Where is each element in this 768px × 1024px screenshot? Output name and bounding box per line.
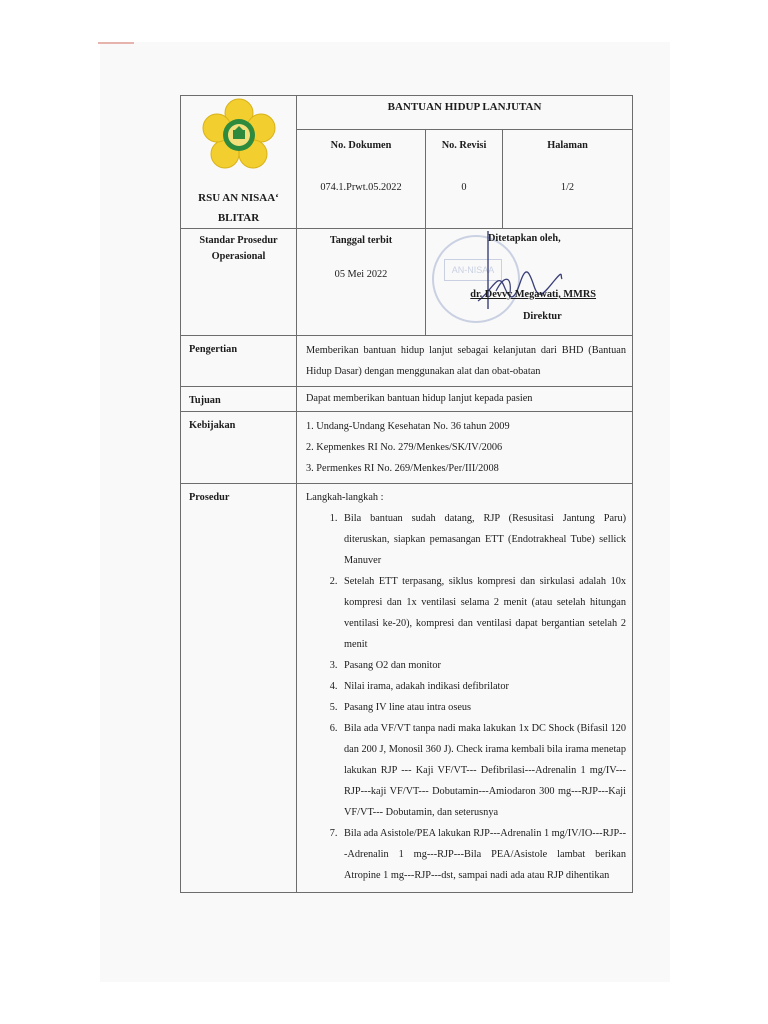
tujuan-label: Tujuan (181, 386, 297, 411)
page-label: Halaman (547, 140, 588, 152)
sop-label-line1: Standar Prosedur (199, 234, 278, 246)
stamp-text: AN-NISAA (444, 259, 502, 281)
issued-date-value: 05 Mei 2022 (334, 268, 388, 280)
director-name: dr. Devvy Megawati, MMRS (470, 288, 597, 300)
revision-value: 0 (461, 182, 467, 194)
prosedur-step: 3. Pasang O2 dan monitor (340, 655, 626, 676)
prosedur-steps (306, 508, 626, 886)
sop-document-table (180, 95, 633, 893)
approved-by-label: Ditetapkan oleh, (488, 232, 561, 244)
kebijakan-item: 3. Permenkes RI No. 269/Menkes/Per/III/2008 (306, 462, 499, 474)
prosedur-step: 4. Nilai irama, adakah indikasi defibrilator (340, 676, 626, 697)
page-cell (503, 130, 633, 229)
institution-cell (181, 96, 297, 229)
tujuan-text: Dapat memberikan bantuan hidup lanjut kepada pasien (297, 386, 633, 411)
prosedur-step: 2. Setelah ETT terpasang, siklus kompresi dan sirkulasi adalah 10x kompresi dan 1x ventilasi selama 2 menit (atau setelah hitungan ventilasi ke-20), kompresi dan ventilasi dapat bergantian setelah 2 menit (340, 571, 626, 655)
hospital-logo-icon (199, 96, 279, 176)
sop-label-line2: Operasional (211, 250, 266, 262)
pengertian-label: Pengertian (181, 335, 297, 386)
doc-number-cell (297, 130, 426, 229)
kebijakan-label: Kebijakan (181, 411, 297, 483)
revision-label: No. Revisi (441, 140, 487, 152)
kebijakan-item: 1. Undang-Undang Kesehatan No. 36 tahun 2009 (306, 420, 510, 432)
page-value: 1/2 (560, 182, 575, 194)
doc-number-value: 074.1.Prwt.05.2022 (320, 182, 402, 194)
prosedur-step: 6. Bila ada VF/VT tanpa nadi maka lakukan 1x DC Shock (Bifasil 120 dan 200 J, Monosil 360 J). Check irama kembali bila irama menetap lakukan RJP --- Kaji VF/VT--- Defibrilasi---Adrenalin 1 mg/IV---RJP---kaji VF/VT--- Dobutamin---Amiodaron 300 mg---RJP---Kaji VF/VT--- Dobutamin, dan seterusnya (340, 718, 626, 823)
approval-cell (426, 228, 633, 335)
sop-label-cell (181, 228, 297, 335)
kebijakan-item: 2. Kepmenkes RI No. 279/Menkes/SK/IV/2006 (306, 441, 503, 453)
kebijakan-list (297, 411, 633, 483)
prosedur-step: 1. Bila bantuan sudah datang, RJP (Resusitasi Jantung Paru) diteruskan, siapkan pemasangan ETT (Endotrakheal Tube) sellick Manuver (340, 508, 626, 571)
issued-date-cell (297, 228, 426, 335)
scan-edge-mark (98, 42, 134, 44)
issued-date-label: Tanggal terbit (329, 234, 393, 246)
revision-cell (426, 130, 503, 229)
director-title: Direktur (523, 310, 562, 322)
doc-number-label: No. Dokumen (330, 140, 392, 152)
document-title: BANTUAN HIDUP LANJUTAN (297, 96, 633, 130)
prosedur-intro: Langkah-langkah : (306, 491, 384, 503)
institution-city: BLITAR (217, 211, 260, 224)
prosedur-label: Prosedur (181, 483, 297, 892)
prosedur-step: 5. Pasang IV line atau intra oseus (340, 697, 626, 718)
institution-name: RSU AN NISAA‘ (198, 191, 279, 204)
pengertian-text: Memberikan bantuan hidup lanjut sebagai kelanjutan dari BHD (Bantuan Hidup Dasar) dengan menggunakan alat dan obat-obatan (297, 335, 633, 386)
prosedur-step: 7. Bila ada Asistole/PEA lakukan RJP---Adrenalin 1 mg/IV/IO---RJP---Adrenalin 1 mg---RJP---Bila PEA/Asistole lambat berikan Atropine 1 mg---RJP---dst, sampai nadi ada atau RJP dihentikan (340, 823, 626, 886)
prosedur-content (297, 483, 633, 892)
